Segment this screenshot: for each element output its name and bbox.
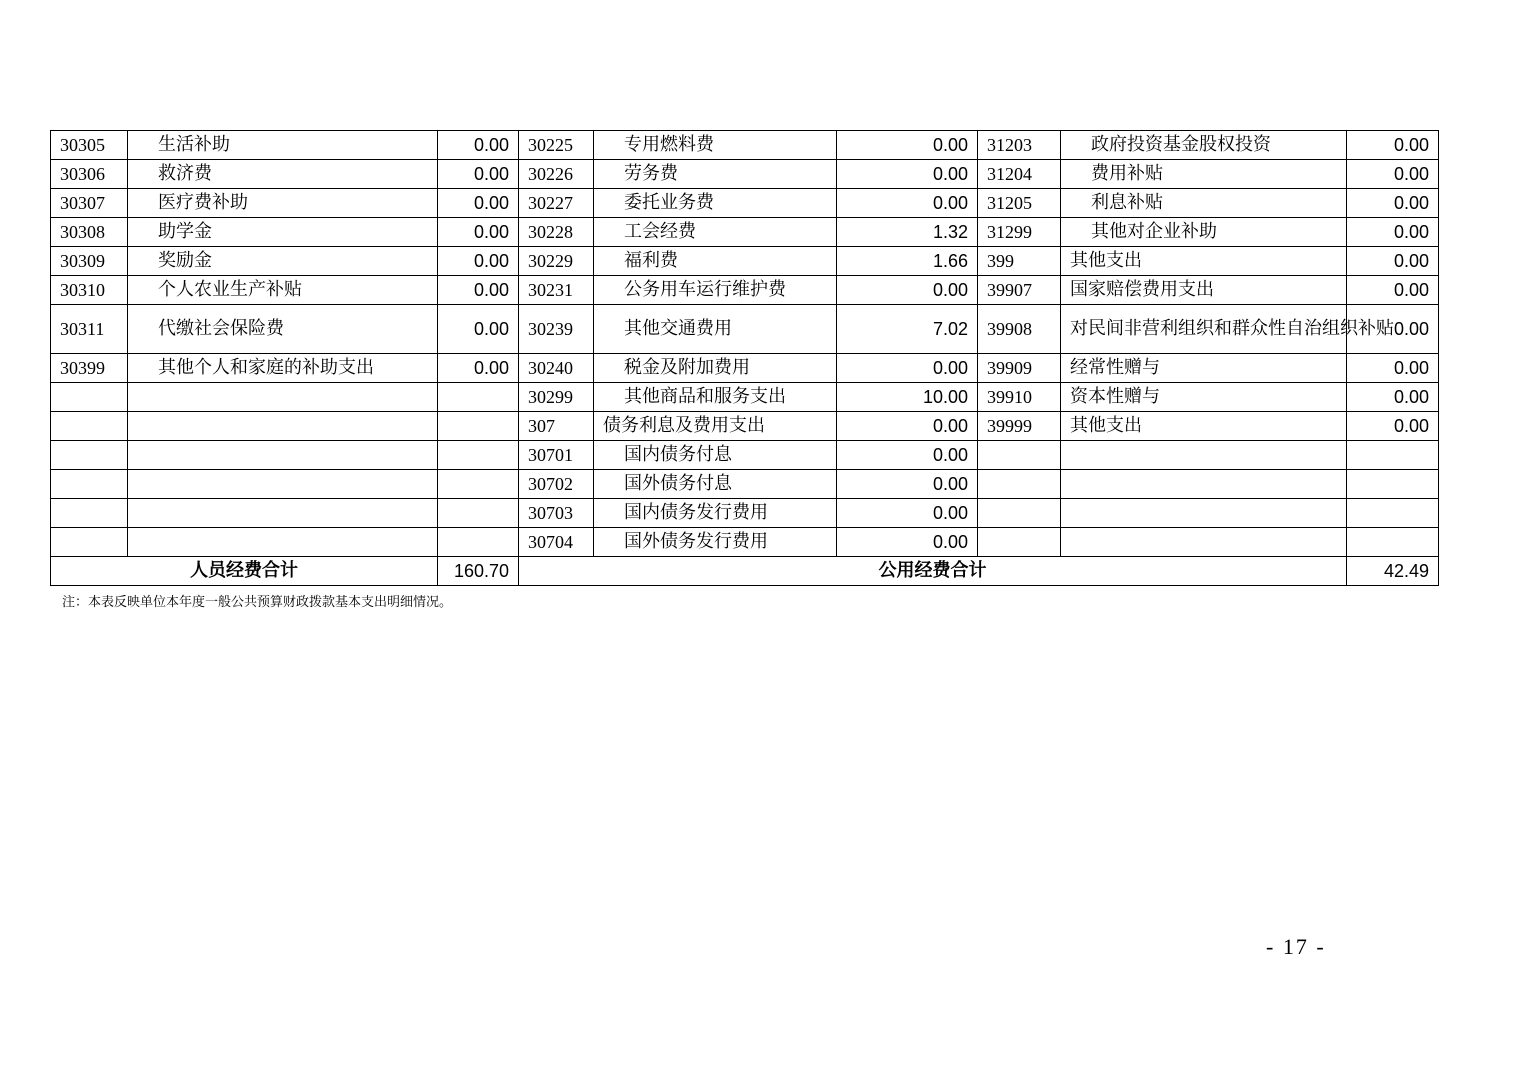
public-code: 307 (519, 412, 594, 441)
other-item: 对民间非营利组织和群众性自治组织补贴 (1061, 305, 1347, 354)
personnel-amount (438, 499, 519, 528)
personnel-code (51, 383, 128, 412)
other-code (978, 470, 1061, 499)
personnel-amount: 0.00 (438, 276, 519, 305)
other-item: 政府投资基金股权投资 (1061, 131, 1347, 160)
personnel-amount: 0.00 (438, 218, 519, 247)
personnel-item (128, 470, 438, 499)
public-item: 国外债务付息 (594, 470, 837, 499)
public-total-label: 公用经费合计 (519, 557, 1347, 586)
other-item: 费用补贴 (1061, 160, 1347, 189)
other-amount: 0.00 (1347, 131, 1439, 160)
other-amount: 0.00 (1347, 160, 1439, 189)
other-code: 31205 (978, 189, 1061, 218)
personnel-code (51, 499, 128, 528)
public-item: 其他交通费用 (594, 305, 837, 354)
personnel-amount: 0.00 (438, 354, 519, 383)
personnel-item (128, 441, 438, 470)
public-code: 30231 (519, 276, 594, 305)
expenditure-detail-table (50, 130, 1439, 586)
other-code: 31203 (978, 131, 1061, 160)
other-item: 国家赔偿费用支出 (1061, 276, 1347, 305)
other-item (1061, 441, 1347, 470)
public-code: 30226 (519, 160, 594, 189)
personnel-code (51, 470, 128, 499)
public-code: 30701 (519, 441, 594, 470)
personnel-code (51, 441, 128, 470)
public-amount: 0.00 (837, 131, 978, 160)
other-item: 经常性赠与 (1061, 354, 1347, 383)
public-code: 30704 (519, 528, 594, 557)
table-row (51, 218, 1439, 247)
other-code: 39910 (978, 383, 1061, 412)
table-footnote: 注：本表反映单位本年度一般公共预算财政拨款基本支出明细情况。 (62, 595, 453, 610)
public-amount: 0.00 (837, 470, 978, 499)
public-amount: 1.32 (837, 218, 978, 247)
public-amount: 0.00 (837, 276, 978, 305)
public-item: 其他商品和服务支出 (594, 383, 837, 412)
personnel-amount (438, 383, 519, 412)
other-amount (1347, 470, 1439, 499)
other-item: 其他支出 (1061, 412, 1347, 441)
public-amount: 1.66 (837, 247, 978, 276)
public-total-value: 42.49 (1347, 557, 1439, 586)
public-item: 劳务费 (594, 160, 837, 189)
personnel-item (128, 383, 438, 412)
personnel-amount (438, 441, 519, 470)
table-row (51, 441, 1439, 470)
personnel-amount: 0.00 (438, 247, 519, 276)
public-item: 公务用车运行维护费 (594, 276, 837, 305)
personnel-item: 生活补助 (128, 131, 438, 160)
table-row (51, 160, 1439, 189)
personnel-item: 医疗费补助 (128, 189, 438, 218)
other-code: 39909 (978, 354, 1061, 383)
table-row (51, 189, 1439, 218)
other-code (978, 441, 1061, 470)
table-row (51, 354, 1439, 383)
personnel-amount (438, 528, 519, 557)
other-amount: 0.00 (1347, 218, 1439, 247)
table-row (51, 131, 1439, 160)
public-code: 30299 (519, 383, 594, 412)
other-amount: 0.00 (1347, 305, 1439, 354)
public-item: 国内债务付息 (594, 441, 837, 470)
public-code: 30703 (519, 499, 594, 528)
other-amount: 0.00 (1347, 412, 1439, 441)
public-code: 30228 (519, 218, 594, 247)
public-item: 福利费 (594, 247, 837, 276)
personnel-item: 救济费 (128, 160, 438, 189)
other-code: 39999 (978, 412, 1061, 441)
other-item (1061, 528, 1347, 557)
table-row (51, 470, 1439, 499)
other-amount (1347, 499, 1439, 528)
public-item: 委托业务费 (594, 189, 837, 218)
personnel-item: 个人农业生产补贴 (128, 276, 438, 305)
personnel-total-label: 人员经费合计 (51, 557, 438, 586)
public-amount: 0.00 (837, 354, 978, 383)
personnel-amount (438, 412, 519, 441)
other-amount (1347, 441, 1439, 470)
page-number: - 17 - (1266, 934, 1326, 959)
public-item: 国内债务发行费用 (594, 499, 837, 528)
other-amount: 0.00 (1347, 247, 1439, 276)
table-row (51, 247, 1439, 276)
personnel-item: 其他个人和家庭的补助支出 (128, 354, 438, 383)
public-amount: 7.02 (837, 305, 978, 354)
public-item: 专用燃料费 (594, 131, 837, 160)
table-row (51, 383, 1439, 412)
other-amount: 0.00 (1347, 354, 1439, 383)
public-amount: 0.00 (837, 189, 978, 218)
table-row (51, 305, 1439, 354)
personnel-amount: 0.00 (438, 189, 519, 218)
public-amount: 0.00 (837, 528, 978, 557)
personnel-amount: 0.00 (438, 131, 519, 160)
personnel-code: 30309 (51, 247, 128, 276)
public-amount: 0.00 (837, 499, 978, 528)
personnel-code (51, 528, 128, 557)
other-item (1061, 470, 1347, 499)
public-code: 30240 (519, 354, 594, 383)
personnel-item (128, 412, 438, 441)
other-amount (1347, 528, 1439, 557)
personnel-item: 代缴社会保险费 (128, 305, 438, 354)
personnel-code: 30306 (51, 160, 128, 189)
public-amount: 0.00 (837, 160, 978, 189)
personnel-amount (438, 470, 519, 499)
other-code (978, 528, 1061, 557)
public-code: 30225 (519, 131, 594, 160)
personnel-item: 奖励金 (128, 247, 438, 276)
public-code: 30229 (519, 247, 594, 276)
public-amount: 10.00 (837, 383, 978, 412)
personnel-amount: 0.00 (438, 305, 519, 354)
personnel-item: 助学金 (128, 218, 438, 247)
totals-row (51, 557, 1439, 586)
personnel-code (51, 412, 128, 441)
other-amount: 0.00 (1347, 383, 1439, 412)
table-row (51, 528, 1439, 557)
personnel-total-value: 160.70 (438, 557, 519, 586)
personnel-code: 30305 (51, 131, 128, 160)
personnel-code: 30310 (51, 276, 128, 305)
public-code: 30239 (519, 305, 594, 354)
personnel-item (128, 528, 438, 557)
other-code: 39907 (978, 276, 1061, 305)
public-code: 30227 (519, 189, 594, 218)
other-item: 资本性赠与 (1061, 383, 1347, 412)
other-item (1061, 499, 1347, 528)
other-code: 39908 (978, 305, 1061, 354)
public-item: 工会经费 (594, 218, 837, 247)
personnel-code: 30399 (51, 354, 128, 383)
personnel-code: 30311 (51, 305, 128, 354)
personnel-item (128, 499, 438, 528)
personnel-code: 30307 (51, 189, 128, 218)
public-item: 国外债务发行费用 (594, 528, 837, 557)
personnel-code: 30308 (51, 218, 128, 247)
other-item: 其他支出 (1061, 247, 1347, 276)
public-item: 债务利息及费用支出 (594, 412, 837, 441)
other-code: 31204 (978, 160, 1061, 189)
public-code: 30702 (519, 470, 594, 499)
other-amount: 0.00 (1347, 189, 1439, 218)
table-row (51, 276, 1439, 305)
table-row (51, 499, 1439, 528)
other-amount: 0.00 (1347, 276, 1439, 305)
public-item: 税金及附加费用 (594, 354, 837, 383)
other-code (978, 499, 1061, 528)
public-amount: 0.00 (837, 441, 978, 470)
public-amount: 0.00 (837, 412, 978, 441)
personnel-amount: 0.00 (438, 160, 519, 189)
other-code: 399 (978, 247, 1061, 276)
other-code: 31299 (978, 218, 1061, 247)
table-row (51, 412, 1439, 441)
other-item: 其他对企业补助 (1061, 218, 1347, 247)
other-item: 利息补贴 (1061, 189, 1347, 218)
